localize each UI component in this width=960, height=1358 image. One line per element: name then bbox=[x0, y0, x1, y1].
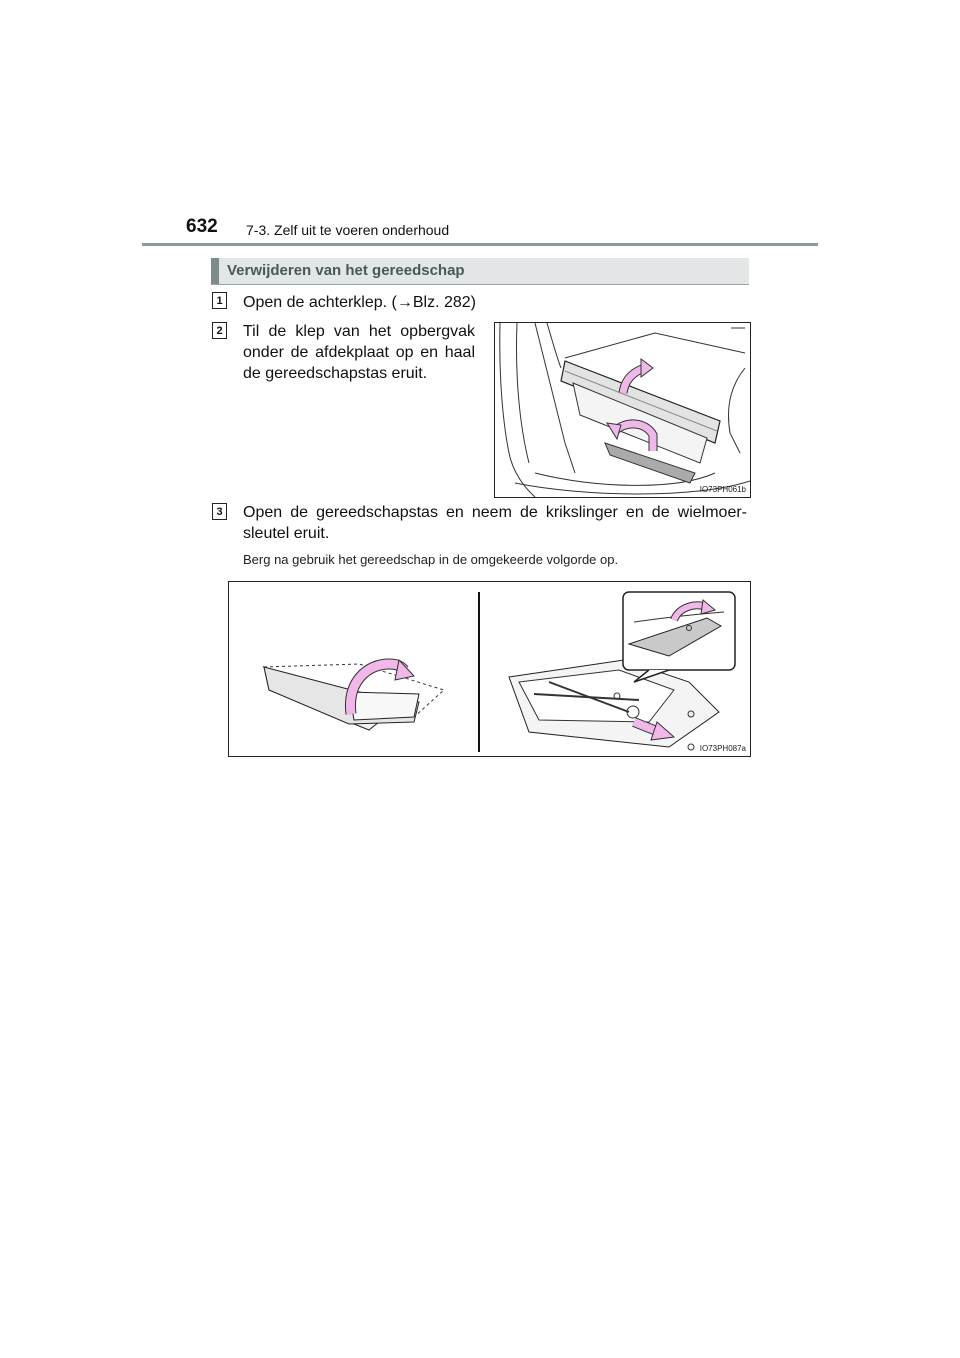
figure-code: IO73PH087a bbox=[699, 744, 746, 753]
section-heading bbox=[211, 258, 749, 285]
step-3-text: Open de gereedschapstas en neem de krikslinger en de wielmoer-sleutel eruit. bbox=[243, 504, 747, 542]
open-bag-drawing bbox=[509, 660, 719, 750]
step-1-text: Open de achterklep. (→Blz. 282) bbox=[243, 294, 477, 311]
detail-callout bbox=[623, 592, 735, 682]
step-2-text: Til de klep van het opbergvak onder de afdekplaat op en haal de gereedschapstas eruit. bbox=[243, 323, 475, 382]
heading-text: Verwijderen van het gereedschap bbox=[227, 262, 465, 279]
note-text: Berg na gebruik het gereedschap in de omgekeerde volgorde op. bbox=[243, 552, 619, 567]
figure-tool-bag bbox=[228, 581, 751, 757]
step-number-1: 1 bbox=[212, 292, 227, 309]
figure-trunk-storage bbox=[494, 322, 751, 498]
header-divider bbox=[142, 243, 818, 246]
page-number: 632 bbox=[186, 216, 218, 237]
heading-accent bbox=[211, 258, 219, 284]
trunk-illustration bbox=[495, 323, 750, 497]
step-number-2: 2 bbox=[212, 322, 227, 339]
step-number-3: 3 bbox=[212, 503, 227, 520]
figure-code: IO73PH061b bbox=[699, 485, 746, 494]
section-title: 7-3. Zelf uit te voeren onderhoud bbox=[246, 222, 450, 238]
tool-bag-illustration bbox=[229, 582, 750, 756]
lift-arrow-icon bbox=[623, 359, 653, 393]
